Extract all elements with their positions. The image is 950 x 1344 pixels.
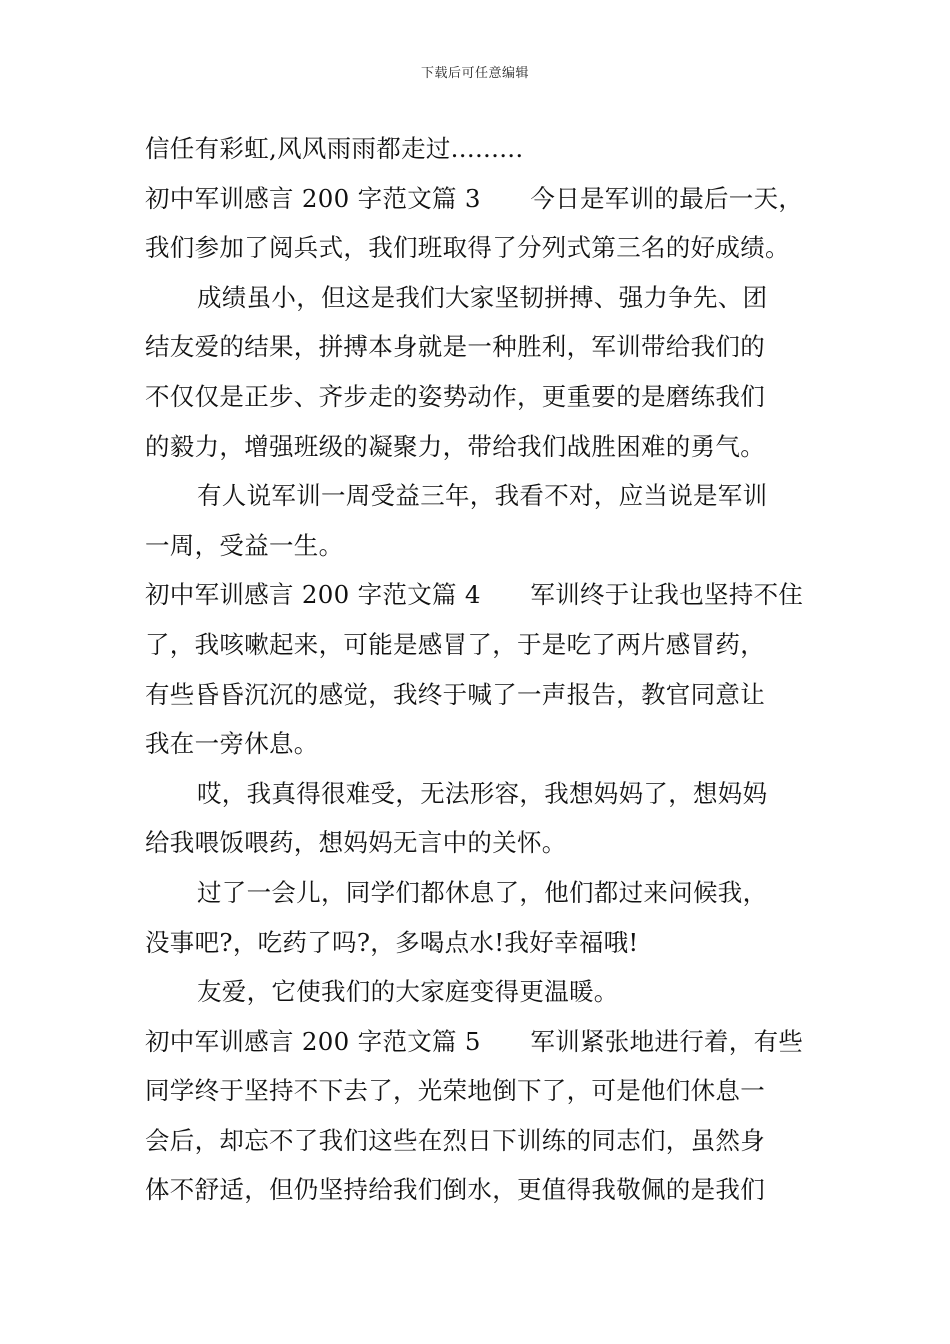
text-line: 给我喂饭喂药，想妈妈无言中的关怀。 [145, 828, 567, 858]
text-line: 了，我咳嗽起来，可能是感冒了，于是吃了两片感冒药， [145, 629, 765, 659]
section-heading-line: 初中军训感言 200 字范文篇 4 军训终于让我也坚持不住 [145, 580, 804, 610]
text-line: 有些昏昏沉沉的感觉，我终于喊了一声报告，教官同意让 [145, 679, 765, 709]
paragraph-start-line: 哎，我真得很难受，无法形容，我想妈妈了，想妈妈 [197, 778, 768, 808]
text-line: 没事吧?，吃药了吗?，多喝点水!我好幸福哦! [145, 927, 639, 957]
text-line: 我在一旁休息。 [145, 729, 319, 759]
paragraph-start-line: 过了一会儿，同学们都休息了，他们都过来问候我， [197, 877, 768, 907]
section-heading-line: 初中军训感言 200 字范文篇 3 今日是军训的最后一天， [145, 183, 804, 213]
paragraph-start-line: 友爱，它使我们的大家庭变得更温暖。 [197, 977, 619, 1007]
document-body [145, 124, 810, 1215]
text-line: 信任有彩虹,风风雨雨都走过......... [145, 134, 524, 163]
text-line: 会后，却忘不了我们这些在烈日下训练的同志们，虽然身 [145, 1125, 765, 1155]
text-line: 不仅仅是正步、齐步走的姿势动作，更重要的是磨练我们 [145, 381, 765, 411]
paragraph-start-line: 成绩虽小，但这是我们大家坚韧拼搏、强力争先、团 [197, 282, 768, 312]
text-line: 我们参加了阅兵式，我们班取得了分列式第三名的好成绩。 [145, 233, 790, 263]
page-header: 下载后可任意编辑 [420, 66, 529, 81]
text-line: 一周，受益一生。 [145, 530, 344, 560]
text-line: 同学终于坚持不下去了，光荣地倒下了，可是他们休息一 [145, 1076, 765, 1106]
text-line: 的毅力，增强班级的凝聚力，带给我们战胜困难的勇气。 [145, 431, 765, 461]
text-line: 体不舒适，但仍坚持给我们倒水，更值得我敬佩的是我们 [145, 1175, 765, 1205]
paragraph-start-line: 有人说军训一周受益三年，我看不对，应当说是军训 [197, 481, 768, 511]
section-heading-line: 初中军训感言 200 字范文篇 5 军训紧张地进行着，有些 [145, 1026, 804, 1056]
text-line: 结友爱的结果，拼搏本身就是一种胜利，军训带给我们的 [145, 332, 765, 362]
